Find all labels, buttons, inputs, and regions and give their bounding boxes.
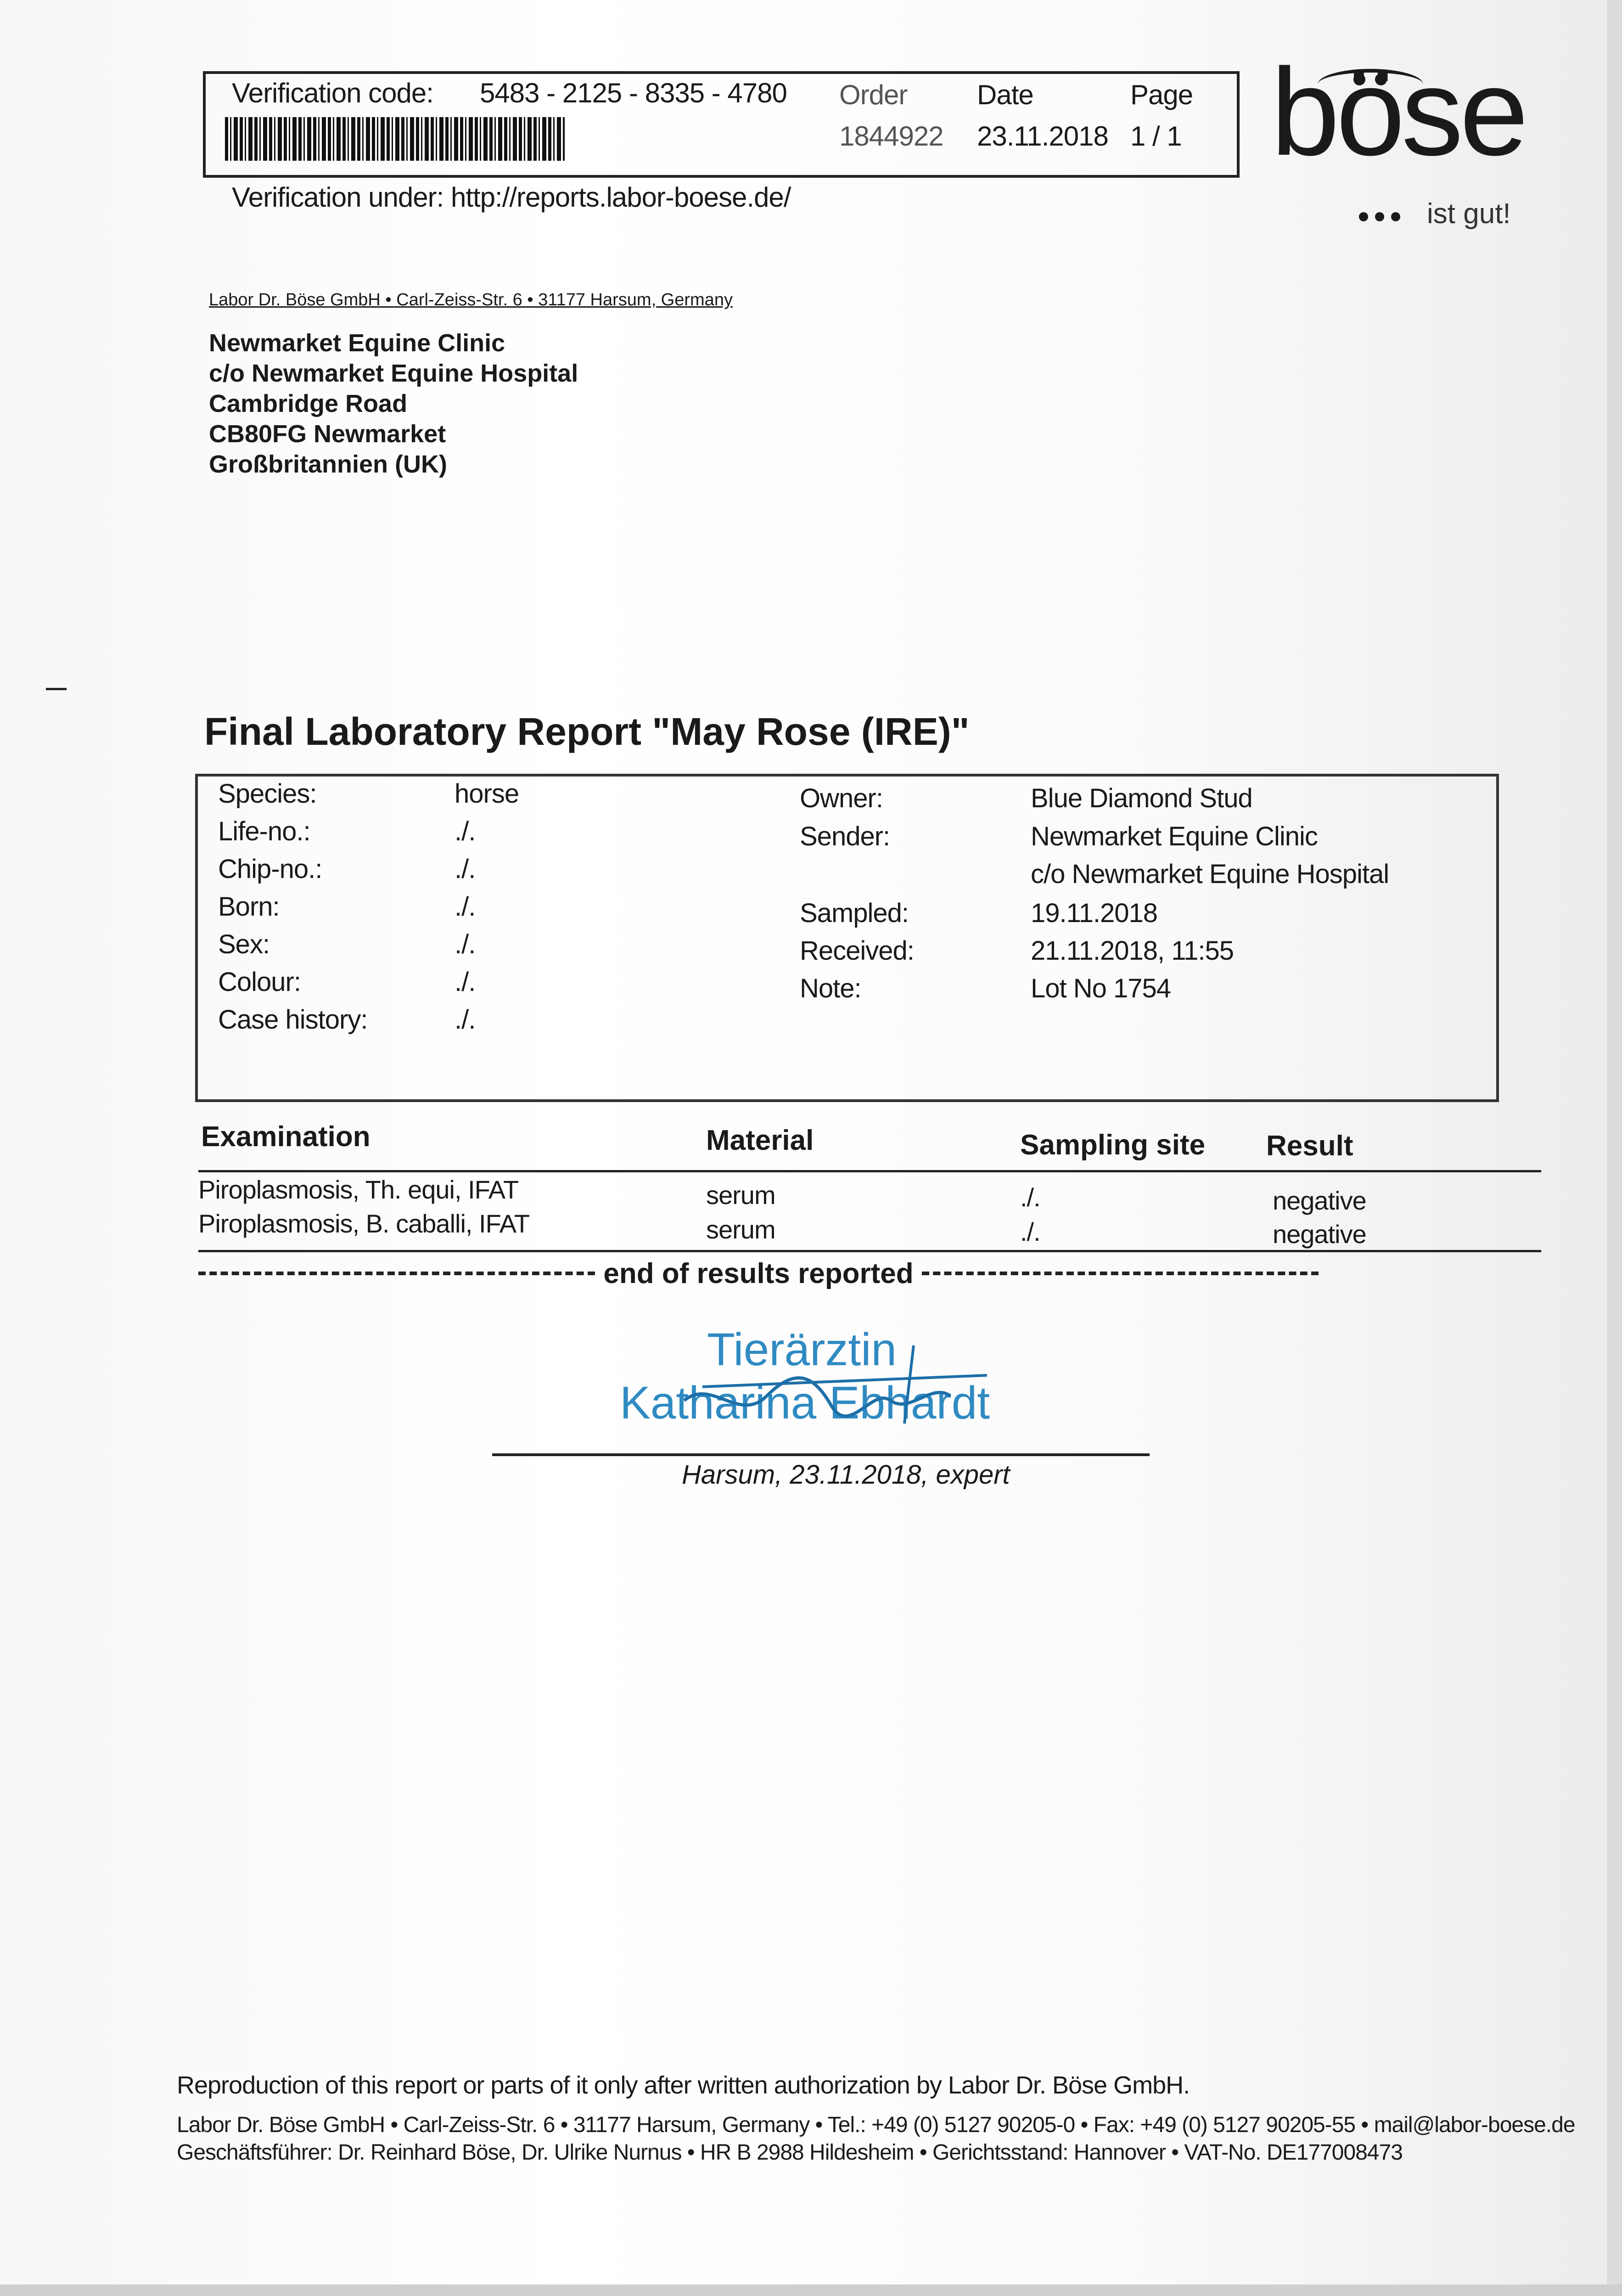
dash-line [198,1272,595,1275]
verification-code-value: 5483 - 2125 - 8335 - 4780 [480,78,787,108]
table-bottom-rule [198,1250,1541,1252]
sampled-value: 19.11.2018 [1031,898,1157,928]
life-no-value: ./. [455,816,476,846]
note-value: Lot No 1754 [1031,974,1171,1003]
page-value: 1 / 1 [1130,121,1182,152]
sender-value: Newmarket Equine Clinic [1031,822,1318,851]
received-label: Received: [800,936,914,966]
end-of-results-text: end of results reported [603,1257,914,1289]
report-title: Final Laboratory Report "May Rose (IRE)" [204,710,970,753]
born-value: ./. [455,892,476,922]
sender-value-line2: c/o Newmarket Equine Hospital [1031,859,1389,889]
colour-label: Colour: [218,967,301,997]
footer-contact: Labor Dr. Böse GmbH • Carl-Zeiss-Str. 6 • 31177 Harsum, Germany • Tel.: +49 (0) 5127 90205-0 • Fax: +49 (0) 5127 90205-55 • mail@labor-boese.de [177,2113,1575,2137]
scan-edge-right [1607,0,1622,2296]
owner-label: Owner: [800,783,883,813]
recipient-line: CB80FG Newmarket [209,420,446,448]
handwritten-signature [675,1332,1005,1442]
scan-edge-bottom [0,2285,1622,2296]
chip-no-label: Chip-no.: [218,854,322,884]
recipient-line: c/o Newmarket Equine Hospital [209,360,578,387]
stamp-title: Tierärztin [707,1324,897,1375]
page-label: Page [1130,79,1193,110]
date-value: 23.11.2018 [977,121,1108,152]
reproduction-notice: Reproduction of this report or parts of it only after written authorization by Labor Dr. Böse GmbH. [177,2071,1190,2099]
species-label: Species: [218,779,317,809]
stamp-name: Katharina Ebhardt [620,1377,990,1429]
row-result: negative [1273,1186,1366,1215]
sex-label: Sex: [218,929,270,959]
row-site: ./. [1020,1217,1040,1246]
recipient-line: Großbritannien (UK) [209,450,447,478]
barcode [225,117,565,161]
row-material: serum [706,1181,775,1210]
result-header: Result [1266,1130,1353,1162]
examination-header: Examination [201,1121,370,1153]
signature-place-date: Harsum, 23.11.2018, expert [682,1460,1010,1490]
tagline-dot [1375,212,1384,221]
logo-tagline: ist gut! [1427,198,1511,230]
tagline-dot [1391,212,1400,221]
table-header-rule [198,1170,1541,1172]
case-history-value: ./. [455,1005,476,1035]
material-header: Material [706,1125,814,1156]
end-of-results-row [198,1257,1319,1289]
recipient-line: Cambridge Road [209,390,408,417]
row-site: ./. [1020,1183,1040,1212]
sender-label: Sender: [800,822,890,851]
order-value: 1844922 [839,121,943,152]
owner-value: Blue Diamond Stud [1031,783,1252,813]
colour-value: ./. [455,967,476,997]
tagline-dot [1359,212,1368,221]
species-value: horse [455,779,519,809]
note-label: Note: [800,974,861,1003]
row-result: negative [1273,1220,1366,1249]
row-material: serum [706,1215,775,1244]
case-history-label: Case history: [218,1005,368,1035]
sex-value: ./. [455,929,476,959]
life-no-label: Life-no.: [218,816,310,846]
chip-no-value: ./. [455,854,476,884]
received-value: 21.11.2018, 11:55 [1031,936,1234,966]
row-examination: Piroplasmosis, B. caballi, IFAT [198,1209,530,1238]
order-label: Order [839,79,908,110]
dash-line [922,1272,1319,1275]
verification-url[interactable]: Verification under: http://reports.labor-boese.de/ [232,182,791,213]
recipient-address [209,328,578,479]
sampled-label: Sampled: [800,898,909,928]
row-examination: Piroplasmosis, Th. equi, IFAT [198,1175,519,1204]
verification-code-label: Verification code: [232,78,433,108]
born-label: Born: [218,892,280,922]
signature-line [492,1453,1150,1456]
logo-wordmark: böse [1271,43,1525,181]
fold-mark [46,688,67,690]
recipient-line: Newmarket Equine Clinic [209,329,505,357]
sender-address-line: Labor Dr. Böse GmbH • Carl-Zeiss-Str. 6 • 31177 Harsum, Germany [209,290,733,310]
sampling-site-header: Sampling site [1020,1129,1206,1161]
footer-management: Geschäftsführer: Dr. Reinhard Böse, Dr. Ulrike Nurnus • HR B 2988 Hildesheim • Gerichtsstand: Hannover • VAT-No. DE177008473 [177,2140,1403,2165]
date-label: Date [977,79,1033,110]
